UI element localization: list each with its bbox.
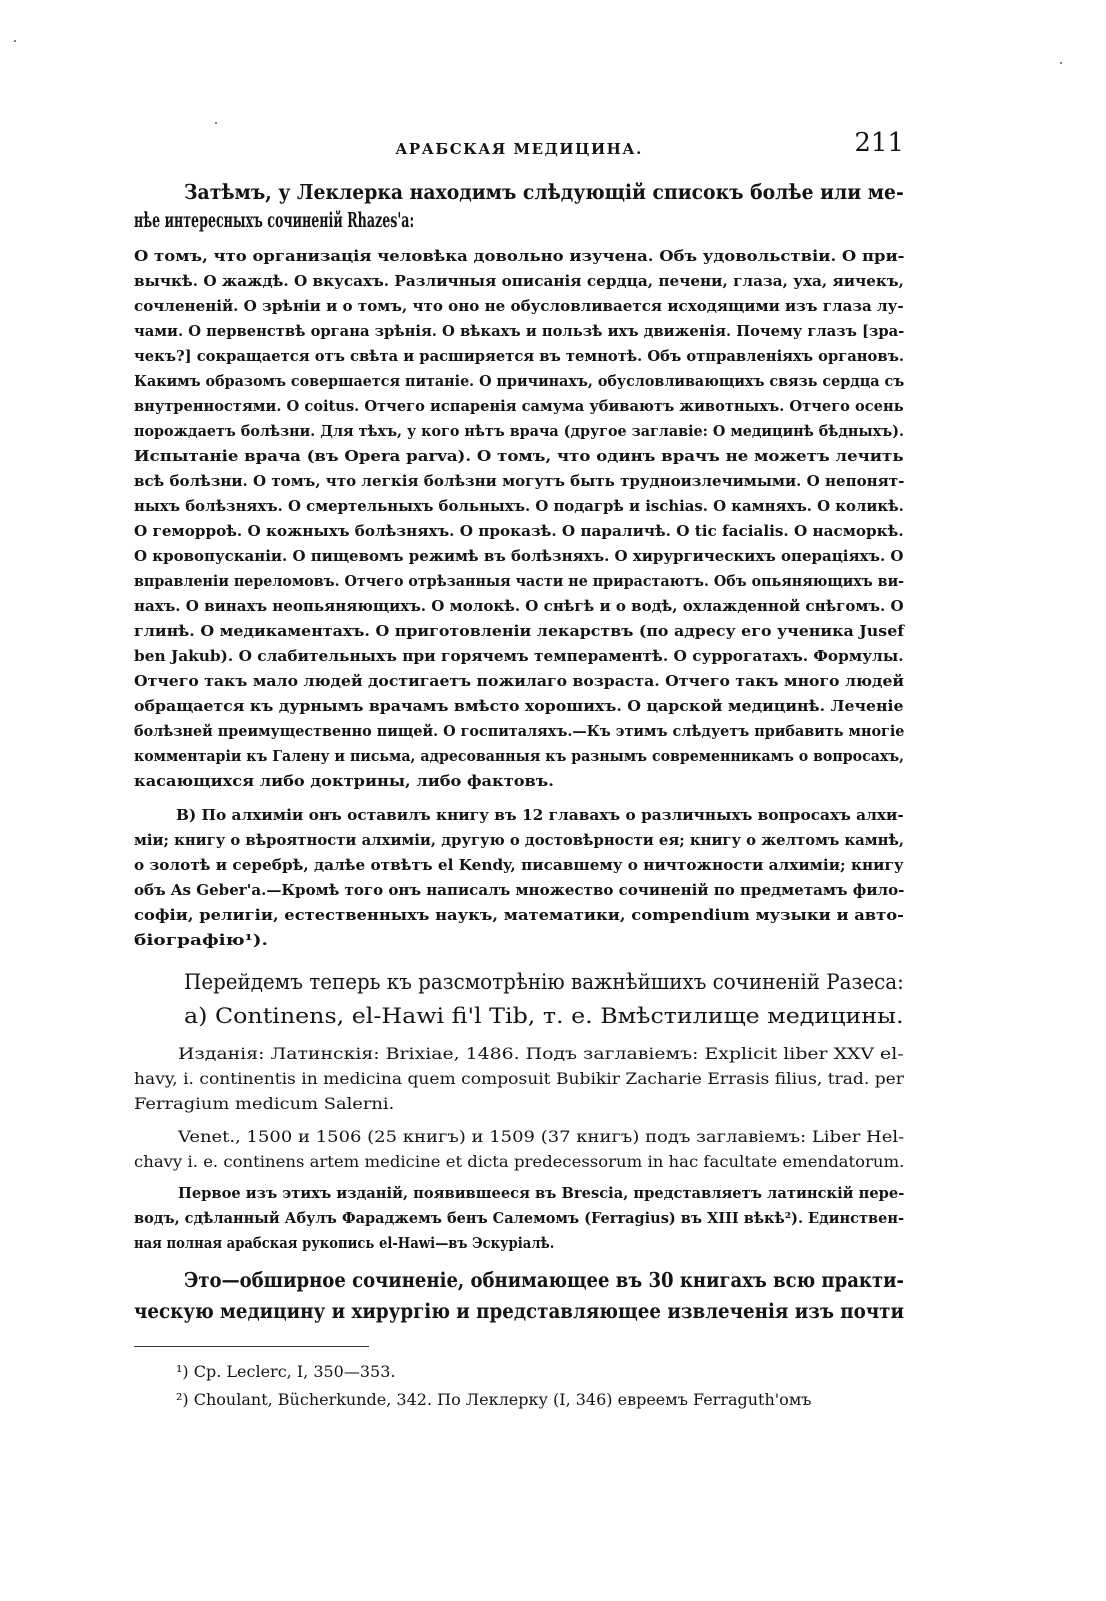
page-header bbox=[134, 128, 904, 168]
text-line: Первое изъ этихъ изданій, появившееся въ Brescia, представляетъ латинскій пере- bbox=[178, 1185, 905, 1202]
footnote-1: ¹) Cp. Leclerc, I, 350—353. bbox=[176, 1362, 396, 1381]
text-line: a) Continens, el-Hawi fi'l Tib, т. е. Вмѣстилище медицины. bbox=[184, 1004, 904, 1028]
text-line: болѣзней преимущественно пищей. О госпиталяхъ.—Къ этимъ слѣдуетъ прибавить многіе bbox=[134, 723, 905, 740]
text-line: Изданія: Латинскія: Brixiae, 1486. Подъ заглавіемъ: Explicit liber XXV el- bbox=[178, 1044, 904, 1063]
text-line: глинѣ. О медикаментахъ. О приготовленіи лекарствъ (по адресу его ученика Jusef bbox=[134, 623, 905, 640]
text-line: софіи, религіи, естественныхъ наукъ, математики, compendium музыки и авто- bbox=[134, 907, 904, 924]
scan-speck bbox=[1060, 62, 1062, 64]
text-line: Ferragium medicum Salerni. bbox=[134, 1094, 395, 1113]
text-line: Venet., 1500 и 1506 (25 книгъ) и 1509 (37 книгъ) подъ заглавіемъ: Liber Hel- bbox=[178, 1127, 905, 1146]
text-line: всѣ болѣзни. О томъ, что легкія болѣзни могутъ быть трудноизлечимыми. О непонят- bbox=[134, 473, 905, 490]
text-line: касающихся либо доктрины, либо фактовъ. bbox=[134, 773, 554, 790]
text-line: о золотѣ и серебрѣ, далѣе отвѣтъ el Kendy, писавшему о ничтожности алхиміи; книгу bbox=[134, 857, 904, 874]
text-line: вычкѣ. О жаждѣ. О вкусахъ. Различныя описанія сердца, печени, глаза, уха, яичекъ, bbox=[134, 273, 904, 290]
footnote-rule bbox=[134, 1346, 369, 1347]
text-line: сочлененій. О зрѣніи и о томъ, что оно не обусловливается исходящими изъ глаза лу- bbox=[134, 298, 904, 315]
text-line: вправленіи переломовъ. Отчего отрѣзанныя части не прирастаютъ. Объ опьяняющихъ ви- bbox=[134, 573, 905, 590]
scan-speck bbox=[14, 40, 16, 42]
running-head: АРАБСКАЯ МЕДИЦИНА. bbox=[395, 140, 643, 158]
text-line: Это—обширное сочиненіе, обнимающее въ 30 книгахъ всю практи- bbox=[184, 1268, 904, 1292]
text-line: нѣе интересныхъ сочиненій Rhazes'а: bbox=[134, 208, 415, 232]
text-line: Отчего такъ мало людей достигаетъ пожилаго возраста. Отчего такъ много людей bbox=[134, 673, 905, 690]
text-line: ная полная арабская рукопись el-Hawi—въ Эскуріалѣ. bbox=[134, 1235, 555, 1252]
text-line: Затѣмъ, у Леклерка находимъ слѣдующій списокъ болѣе или ме- bbox=[184, 180, 904, 204]
text-line: міи; книгу о вѣроятности алхиміи, другую о достовѣрности ея; книгу о желтомъ камнѣ, bbox=[134, 832, 905, 849]
text-line: водъ, сдѣланный Абулъ Фараджемъ бенъ Салемомъ (Ferragius) въ XIII вѣкѣ²). Единствен- bbox=[134, 1210, 904, 1227]
text-line: комментаріи къ Галену и письма, адресованныя къ разнымъ современникамъ о вопросахъ, bbox=[134, 748, 905, 765]
text-line: Какимъ образомъ совершается питаніе. О причинахъ, обусловливающихъ связь сердца съ bbox=[134, 373, 905, 390]
text-line: О томъ, что организація человѣка довольно изучена. Объ удовольствіи. О при- bbox=[134, 248, 905, 265]
text-line: chavy i. e. continens artem medicine et dicta predecessorum in hac facultate emendatorum. bbox=[134, 1152, 905, 1171]
text-line: B) По алхиміи онъ оставилъ книгу въ 12 главахъ о различныхъ вопросахъ алхи- bbox=[176, 807, 904, 824]
text-line: ческую медицину и хирургію и представляющее извлеченія изъ почти bbox=[134, 1299, 905, 1323]
text-line: ben Jakub). О слабительныхъ при горячемъ темпераментѣ. О суррогатахъ. Формулы. bbox=[134, 648, 904, 665]
text-line: Испытаніе врача (въ Opera parva). О томъ, что одинъ врачъ не можетъ лечить bbox=[134, 448, 904, 465]
text-line: ныхъ болѣзняхъ. О смертельныхъ больныхъ. О подагрѣ и ischias. О камняхъ. О коликѣ. bbox=[134, 498, 904, 515]
scan-speck bbox=[215, 122, 217, 124]
text-line: чами. О первенствѣ органа зрѣнія. О вѣкахъ и пользѣ ихъ движенія. Почему глазъ [зра- bbox=[134, 323, 905, 340]
text-line: havy, i. continentis in medicina quem composuit Bubikir Zacharie Errasis filius, trad. per bbox=[134, 1069, 904, 1088]
text-line: О кровопусканіи. О пищевомъ режимѣ въ болѣзняхъ. О хирургическихъ операціяхъ. О bbox=[134, 548, 904, 565]
text-line: біографію¹). bbox=[134, 932, 268, 949]
text-line: обращается къ дурнымъ врачамъ вмѣсто хорошихъ. О царской медицинѣ. Леченіе bbox=[134, 698, 904, 715]
text-line: нахъ. О винахъ неопьяняющихъ. О молокѣ. О снѣгѣ и о водѣ, охлажденной снѣгомъ. О bbox=[134, 598, 904, 615]
text-line: объ As Geber'а.—Кромѣ того онъ написалъ множество сочиненій по предметамъ фило- bbox=[134, 882, 905, 899]
text-line: порождаетъ болѣзни. Для тѣхъ, у кого нѣтъ врача (другое заглавіе: О медицинѣ бѣдныхъ). bbox=[134, 423, 904, 440]
footnote-2: ²) Choulant, Bücherkunde, 342. По Леклерку (I, 346) евреемъ Ferraguth'омъ bbox=[176, 1390, 812, 1409]
text-line: чекъ?] сокращается отъ свѣта и расширяется въ темнотѣ. Объ отправленіяхъ органовъ. bbox=[134, 348, 904, 365]
text-line: Перейдемъ теперь къ разсмотрѣнію важнѣйшихъ сочиненій Разеса: bbox=[184, 970, 904, 994]
text-line: внутренностями. О coitus. Отчего испаренія самума убиваютъ животныхъ. Отчего осень bbox=[134, 398, 904, 415]
page-number: 211 bbox=[854, 128, 904, 158]
text-line: О геморроѣ. О кожныхъ болѣзняхъ. О проказѣ. О параличѣ. О tic facialis. О насморкѣ. bbox=[134, 523, 904, 540]
